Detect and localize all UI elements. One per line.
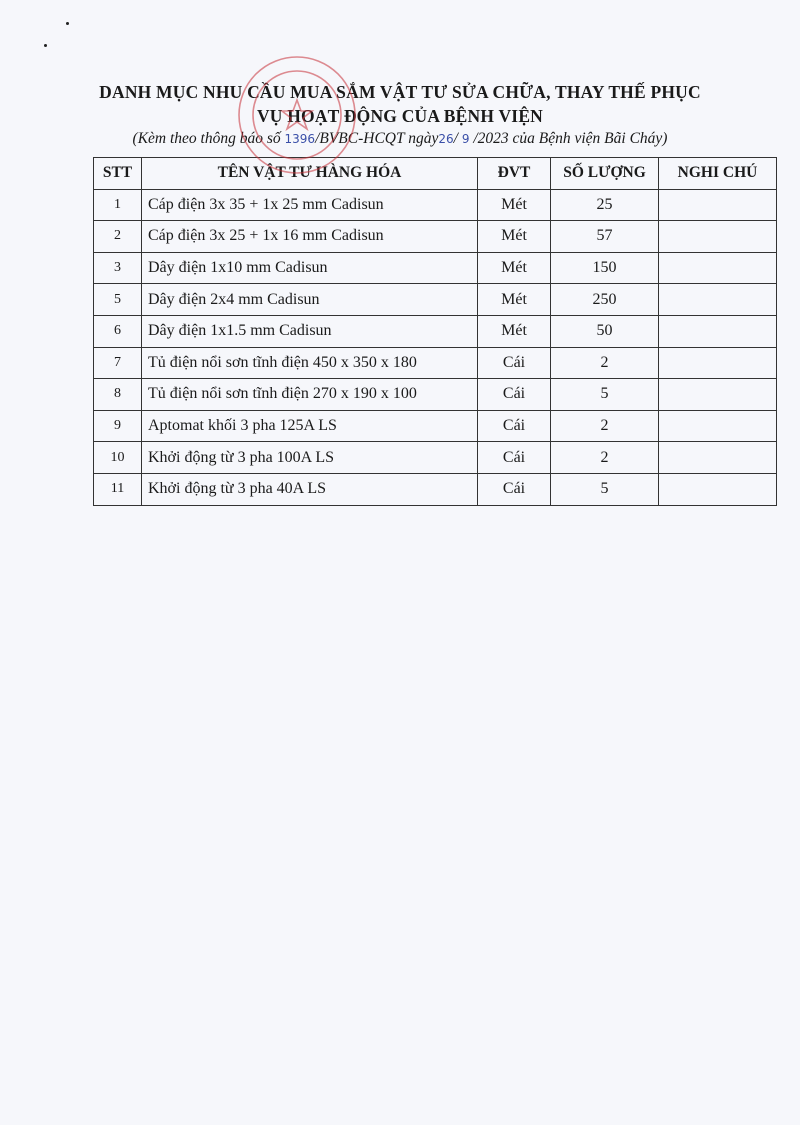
cell-note: [659, 347, 777, 379]
cell-qty: 150: [551, 252, 659, 284]
cell-unit: Cái: [478, 379, 551, 411]
cell-unit: Cái: [478, 442, 551, 474]
title-line-1: DANH MỤC NHU CẦU MUA SẮM VẬT TƯ SỬA CHỮA, THAY THẾ PHỤC: [99, 82, 701, 102]
table-header-row: [94, 158, 777, 190]
handwritten-month: 9: [461, 132, 470, 146]
subtitle-prefix: (Kèm theo thông báo số: [132, 130, 285, 147]
table-row: [94, 315, 777, 347]
table-row: [94, 221, 777, 253]
cell-unit: Cái: [478, 410, 551, 442]
cell-qty: 2: [551, 410, 659, 442]
cell-note: [659, 379, 777, 411]
cell-stt: 7: [94, 347, 142, 379]
cell-qty: 5: [551, 473, 659, 505]
cell-name: Cáp điện 3x 35 + 1x 25 mm Cadisun: [142, 189, 478, 221]
cell-stt: 11: [94, 473, 142, 505]
document-title: [60, 80, 740, 128]
cell-note: [659, 473, 777, 505]
cell-note: [659, 252, 777, 284]
cell-stt: 3: [94, 252, 142, 284]
cell-qty: 250: [551, 284, 659, 316]
cell-stt: 1: [94, 189, 142, 221]
cell-note: [659, 315, 777, 347]
cell-name: Khởi động từ 3 pha 100A LS: [142, 442, 478, 474]
cell-qty: 5: [551, 379, 659, 411]
cell-qty: 50: [551, 315, 659, 347]
scan-speck: [66, 22, 69, 25]
cell-stt: 5: [94, 284, 142, 316]
cell-qty: 2: [551, 347, 659, 379]
table-body: [94, 189, 777, 505]
cell-stt: 6: [94, 315, 142, 347]
cell-stt: 2: [94, 221, 142, 253]
header-stt: STT: [94, 158, 142, 190]
cell-unit: Cái: [478, 347, 551, 379]
cell-name: Aptomat khối 3 pha 125A LS: [142, 410, 478, 442]
cell-note: [659, 284, 777, 316]
subtitle-sep: /: [453, 130, 462, 147]
header-note: NGHI CHÚ: [659, 158, 777, 190]
cell-name: Dây điện 1x1.5 mm Cadisun: [142, 315, 478, 347]
table-row: [94, 252, 777, 284]
cell-name: Tủ điện nổi sơn tĩnh điện 450 x 350 x 180: [142, 347, 478, 379]
cell-note: [659, 442, 777, 474]
cell-note: [659, 221, 777, 253]
header-name: TÊN VẬT TƯ HÀNG HÓA: [142, 158, 478, 190]
cell-qty: 2: [551, 442, 659, 474]
cell-unit: Cái: [478, 473, 551, 505]
cell-stt: 9: [94, 410, 142, 442]
table-row: [94, 379, 777, 411]
header-qty: SỐ LƯỢNG: [551, 158, 659, 190]
table-row: [94, 473, 777, 505]
cell-unit: Mét: [478, 189, 551, 221]
document-subtitle: [60, 130, 740, 148]
table-row: [94, 442, 777, 474]
cell-name: Dây điện 2x4 mm Cadisun: [142, 284, 478, 316]
cell-name: Khởi động từ 3 pha 40A LS: [142, 473, 478, 505]
cell-note: [659, 410, 777, 442]
table-row: [94, 284, 777, 316]
subtitle-middle: /BVBC-HCQT ngày: [315, 130, 439, 147]
cell-qty: 25: [551, 189, 659, 221]
title-line-2: VỤ HOẠT ĐỘNG CỦA BỆNH VIỆN: [256, 106, 544, 126]
cell-stt: 8: [94, 379, 142, 411]
table-row: [94, 347, 777, 379]
materials-table: [93, 157, 777, 506]
header-unit: ĐVT: [478, 158, 551, 190]
cell-name: Cáp điện 3x 25 + 1x 16 mm Cadisun: [142, 221, 478, 253]
handwritten-number: 1396: [284, 132, 316, 146]
cell-unit: Mét: [478, 284, 551, 316]
cell-name: Dây điện 1x10 mm Cadisun: [142, 252, 478, 284]
cell-unit: Mét: [478, 252, 551, 284]
table-row: [94, 410, 777, 442]
handwritten-day: 26: [438, 132, 454, 146]
cell-name: Tủ điện nổi sơn tĩnh điện 270 x 190 x 100: [142, 379, 478, 411]
cell-unit: Mét: [478, 221, 551, 253]
cell-stt: 10: [94, 442, 142, 474]
cell-unit: Mét: [478, 315, 551, 347]
scan-speck: [44, 44, 47, 47]
table-row: [94, 189, 777, 221]
subtitle-suffix: /2023 của Bệnh viện Bãi Cháy): [469, 130, 668, 147]
cell-qty: 57: [551, 221, 659, 253]
cell-note: [659, 189, 777, 221]
